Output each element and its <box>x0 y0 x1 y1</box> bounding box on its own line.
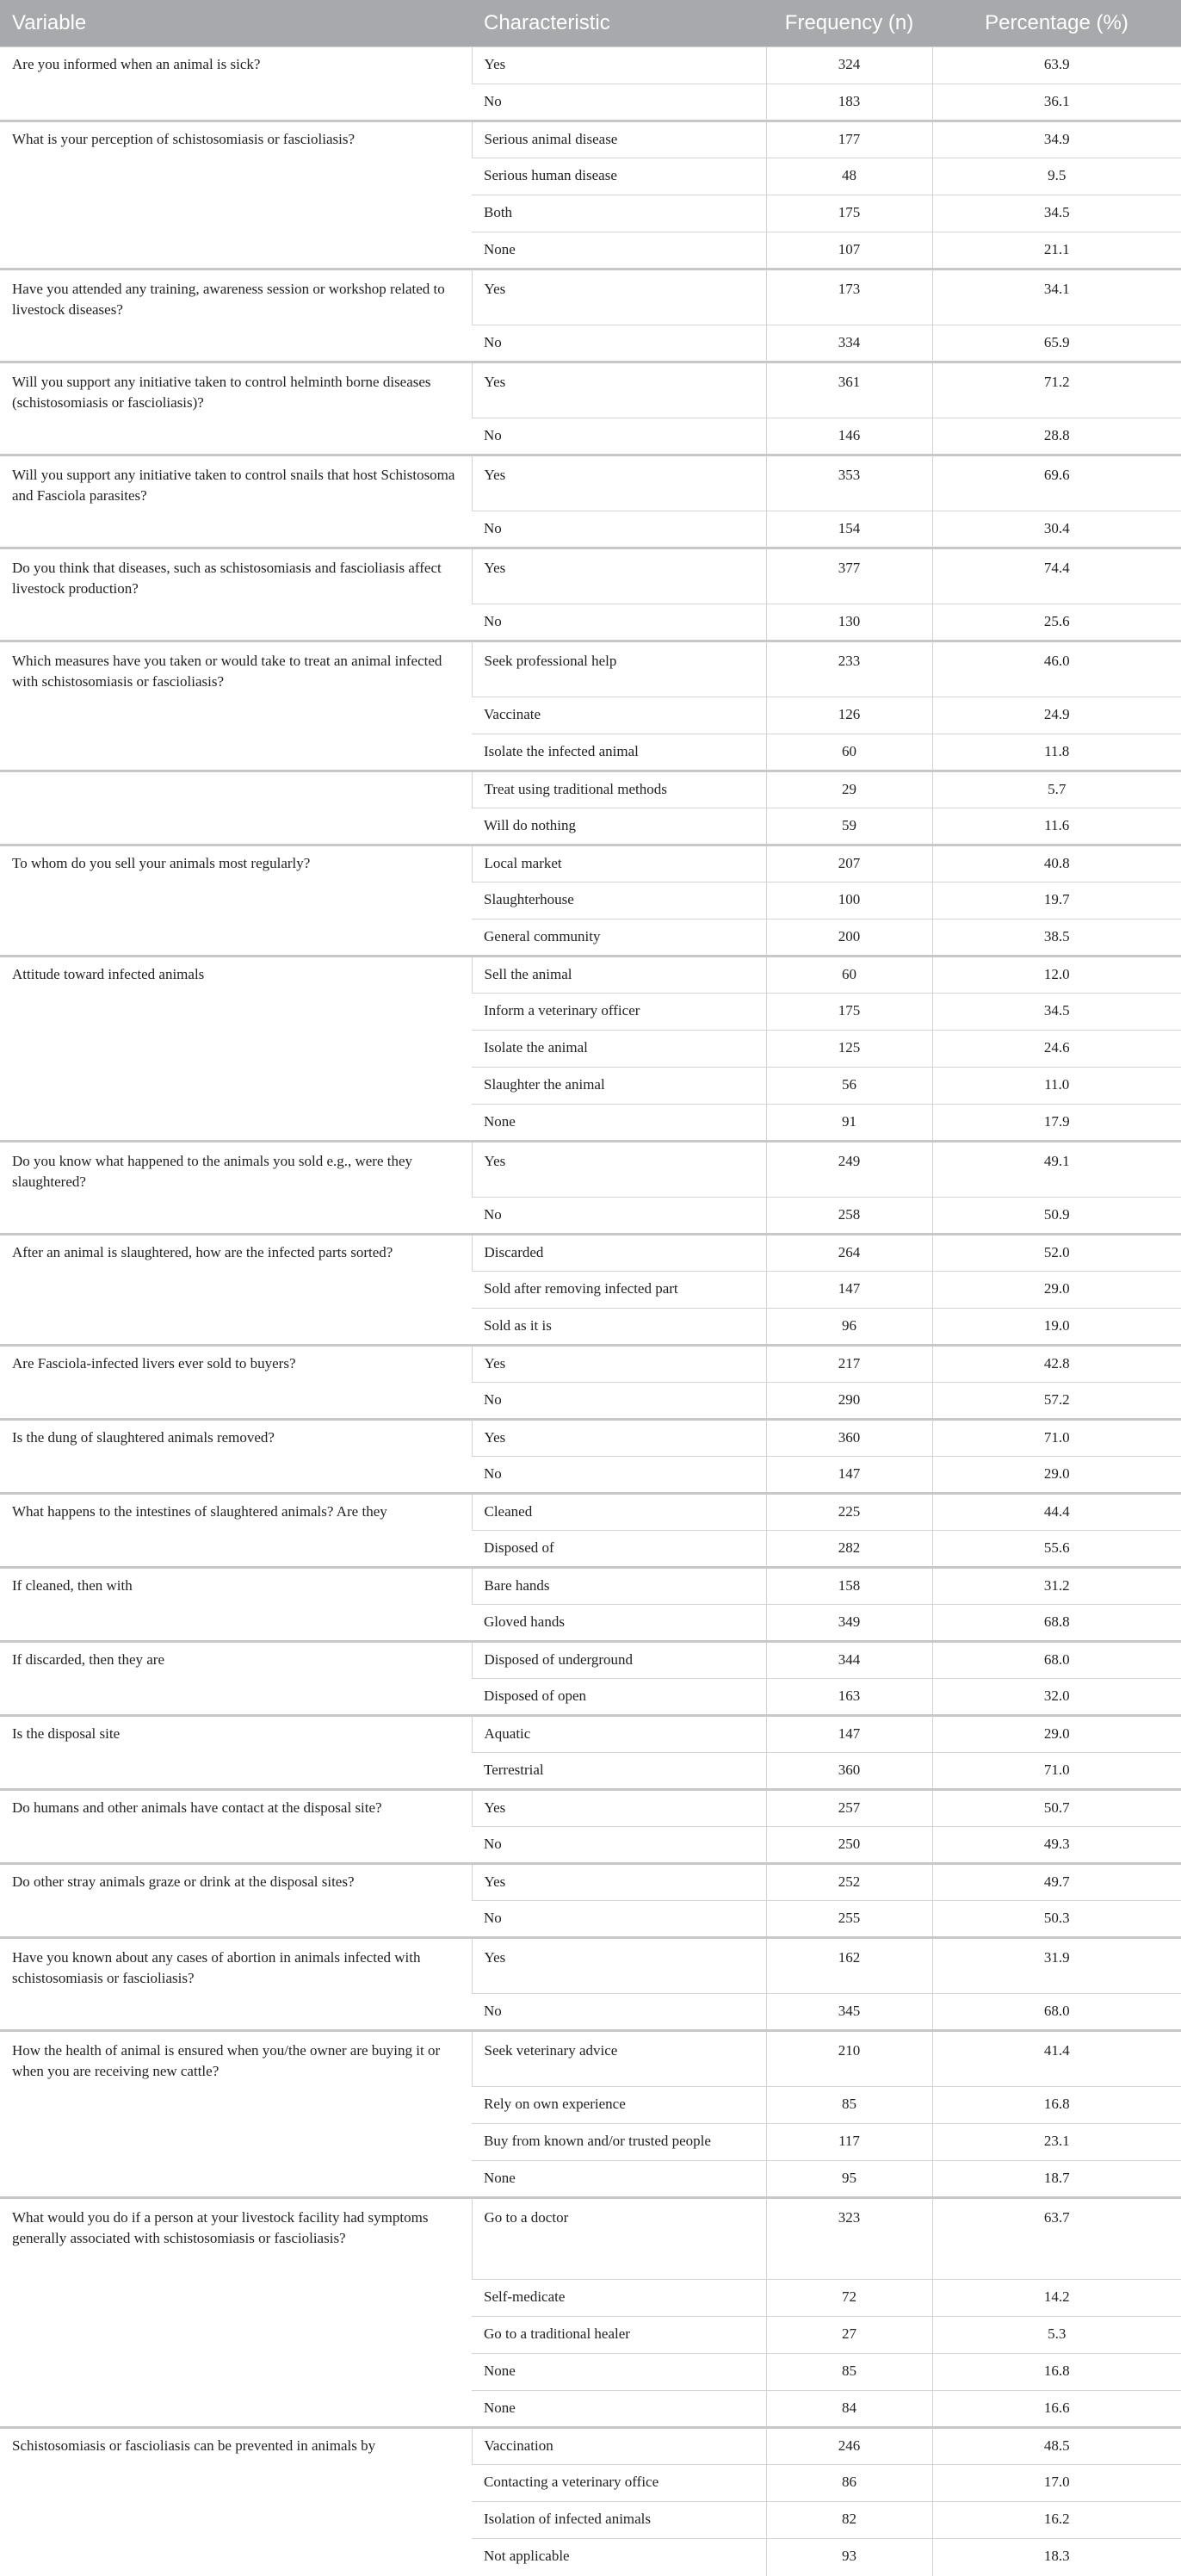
variable-cell: What would you do if a person at your livestock facility had symptoms generally associated with schistosomiasis or fascioliasis? <box>0 2198 472 2428</box>
variable-cell: Have you attended any training, awareness session or workshop related to livestock diseases? <box>0 269 472 362</box>
frequency-cell: 130 <box>766 604 932 641</box>
characteristic-cell: Contacting a veterinary office <box>472 2465 766 2502</box>
characteristic-cell: No <box>472 1827 766 1864</box>
percentage-cell: 28.8 <box>932 418 1181 455</box>
characteristic-cell: Yes <box>472 1790 766 1827</box>
variable-cell: If discarded, then they are <box>0 1642 472 1716</box>
frequency-cell: 147 <box>766 1716 932 1753</box>
table-row <box>0 121 1181 158</box>
frequency-cell: 361 <box>766 362 932 418</box>
frequency-cell: 60 <box>766 957 932 994</box>
characteristic-cell: Sell the animal <box>472 957 766 994</box>
table-row <box>0 1494 1181 1531</box>
variable-cell: Are you informed when an animal is sick? <box>0 47 472 121</box>
characteristic-cell: Self-medicate <box>472 2280 766 2317</box>
percentage-cell: 65.9 <box>932 325 1181 362</box>
percentage-cell: 18.7 <box>932 2161 1181 2198</box>
percentage-cell: 38.5 <box>932 920 1181 957</box>
header-percentage: Percentage (%) <box>932 0 1181 47</box>
percentage-cell: 50.9 <box>932 1198 1181 1235</box>
variable-cell: What happens to the intestines of slaughtered animals? Are they <box>0 1494 472 1568</box>
characteristic-cell: Slaughterhouse <box>472 882 766 920</box>
frequency-cell: 126 <box>766 697 932 734</box>
characteristic-cell: No <box>472 418 766 455</box>
frequency-cell: 360 <box>766 1753 932 1790</box>
header-frequency: Frequency (n) <box>766 0 932 47</box>
frequency-cell: 257 <box>766 1790 932 1827</box>
characteristic-cell: Yes <box>472 1420 766 1457</box>
table-row <box>0 47 1181 84</box>
characteristic-cell: Sold after removing infected part <box>472 1272 766 1309</box>
table-row <box>0 1864 1181 1901</box>
characteristic-cell: Rely on own experience <box>472 2087 766 2124</box>
frequency-cell: 173 <box>766 269 932 325</box>
table-row <box>0 1420 1181 1457</box>
table-row <box>0 1142 1181 1198</box>
characteristic-cell: Isolate the animal <box>472 1031 766 1068</box>
table-row <box>0 641 1181 697</box>
frequency-cell: 255 <box>766 1901 932 1938</box>
characteristic-cell: Isolation of infected animals <box>472 2502 766 2539</box>
percentage-cell: 16.2 <box>932 2502 1181 2539</box>
variable-cell: Which measures have you taken or would take to treat an animal infected with schistosomiasis or fascioliasis? <box>0 641 472 771</box>
frequency-cell: 85 <box>766 2087 932 2124</box>
frequency-cell: 96 <box>766 1309 932 1346</box>
frequency-cell: 360 <box>766 1420 932 1457</box>
frequency-cell: 233 <box>766 641 932 697</box>
percentage-cell: 16.8 <box>932 2354 1181 2391</box>
variable-cell: Have you known about any cases of abortion in animals infected with schistosomiasis or fascioliasis? <box>0 1938 472 2031</box>
percentage-cell: 24.6 <box>932 1031 1181 1068</box>
percentage-cell: 63.9 <box>932 47 1181 84</box>
frequency-cell: 163 <box>766 1679 932 1716</box>
percentage-cell: 71.2 <box>932 362 1181 418</box>
percentage-cell: 63.7 <box>932 2198 1181 2280</box>
characteristic-cell: Treat using traditional methods <box>472 771 766 808</box>
characteristic-cell: Gloved hands <box>472 1605 766 1642</box>
characteristic-cell: Bare hands <box>472 1568 766 1605</box>
variable-cell: To whom do you sell your animals most regularly? <box>0 845 472 957</box>
percentage-cell: 34.5 <box>932 195 1181 232</box>
characteristic-cell: Disposed of open <box>472 1679 766 1716</box>
variable-cell: Is the dung of slaughtered animals removed? <box>0 1420 472 1494</box>
table-row <box>0 2031 1181 2087</box>
variable-cell: How the health of animal is ensured when you/the owner are buying it or when you are receiving new cattle? <box>0 2031 472 2198</box>
frequency-cell: 125 <box>766 1031 932 1068</box>
percentage-cell: 25.6 <box>932 604 1181 641</box>
frequency-cell: 107 <box>766 232 932 269</box>
frequency-cell: 200 <box>766 920 932 957</box>
characteristic-cell: Go to a doctor <box>472 2198 766 2280</box>
characteristic-cell: Disposed of underground <box>472 1642 766 1679</box>
frequency-cell: 252 <box>766 1864 932 1901</box>
percentage-cell: 29.0 <box>932 1272 1181 1309</box>
percentage-cell: 41.4 <box>932 2031 1181 2087</box>
percentage-cell: 34.1 <box>932 269 1181 325</box>
characteristic-cell: Yes <box>472 362 766 418</box>
characteristic-cell: Yes <box>472 1938 766 1994</box>
table-row <box>0 1235 1181 1272</box>
percentage-cell: 16.6 <box>932 2391 1181 2428</box>
frequency-cell: 250 <box>766 1827 932 1864</box>
characteristic-cell: No <box>472 1901 766 1938</box>
frequency-cell: 82 <box>766 2502 932 2539</box>
percentage-cell: 17.9 <box>932 1105 1181 1142</box>
characteristic-cell: Yes <box>472 269 766 325</box>
characteristic-cell: Slaughter the animal <box>472 1068 766 1105</box>
characteristic-cell: Buy from known and/or trusted people <box>472 2124 766 2161</box>
frequency-cell: 349 <box>766 1605 932 1642</box>
percentage-cell: 68.0 <box>932 1994 1181 2031</box>
characteristic-cell: Terrestrial <box>472 1753 766 1790</box>
characteristic-cell: Serious animal disease <box>472 121 766 158</box>
frequency-cell: 264 <box>766 1235 932 1272</box>
table-row <box>0 1790 1181 1827</box>
variable-cell: What is your perception of schistosomiasis or fascioliasis? <box>0 121 472 269</box>
characteristic-cell: Not applicable <box>472 2539 766 2576</box>
characteristic-cell: No <box>472 511 766 548</box>
variable-cell: Schistosomiasis or fascioliasis can be prevented in animals by <box>0 2428 472 2576</box>
percentage-cell: 12.0 <box>932 957 1181 994</box>
characteristic-cell: None <box>472 2354 766 2391</box>
characteristic-cell: Vaccinate <box>472 697 766 734</box>
frequency-cell: 246 <box>766 2428 932 2465</box>
percentage-cell: 68.8 <box>932 1605 1181 1642</box>
percentage-cell: 17.0 <box>932 2465 1181 2502</box>
frequency-cell: 91 <box>766 1105 932 1142</box>
variable-cell <box>0 771 472 845</box>
table-row <box>0 1716 1181 1753</box>
frequency-cell: 59 <box>766 808 932 845</box>
frequency-cell: 258 <box>766 1198 932 1235</box>
table-body <box>0 47 1181 2576</box>
table-row <box>0 2428 1181 2465</box>
characteristic-cell: No <box>472 604 766 641</box>
characteristic-cell: Both <box>472 195 766 232</box>
frequency-cell: 353 <box>766 455 932 511</box>
characteristic-cell: None <box>472 1105 766 1142</box>
percentage-cell: 23.1 <box>932 2124 1181 2161</box>
variable-cell: Will you support any initiative taken to control helminth borne diseases (schistosomiasis or fascioliasis)? <box>0 362 472 455</box>
characteristic-cell: No <box>472 84 766 121</box>
percentage-cell: 31.2 <box>932 1568 1181 1605</box>
percentage-cell: 49.7 <box>932 1864 1181 1901</box>
percentage-cell: 11.6 <box>932 808 1181 845</box>
characteristic-cell: Isolate the infected animal <box>472 734 766 771</box>
percentage-cell: 42.8 <box>932 1346 1181 1383</box>
frequency-cell: 345 <box>766 1994 932 2031</box>
table-row <box>0 957 1181 994</box>
variable-cell: Do humans and other animals have contact at the disposal site? <box>0 1790 472 1864</box>
frequency-cell: 249 <box>766 1142 932 1198</box>
header-characteristic: Characteristic <box>472 0 766 47</box>
percentage-cell: 29.0 <box>932 1716 1181 1753</box>
frequency-cell: 154 <box>766 511 932 548</box>
characteristic-cell: Disposed of <box>472 1531 766 1568</box>
percentage-cell: 14.2 <box>932 2280 1181 2317</box>
characteristic-cell: Seek veterinary advice <box>472 2031 766 2087</box>
header-row <box>0 0 1181 47</box>
characteristic-cell: Yes <box>472 455 766 511</box>
characteristic-cell: Sold as it is <box>472 1309 766 1346</box>
frequency-cell: 324 <box>766 47 932 84</box>
characteristic-cell: Discarded <box>472 1235 766 1272</box>
frequency-cell: 29 <box>766 771 932 808</box>
frequency-cell: 48 <box>766 158 932 195</box>
characteristic-cell: Local market <box>472 845 766 882</box>
frequency-cell: 225 <box>766 1494 932 1531</box>
characteristic-cell: Cleaned <box>472 1494 766 1531</box>
percentage-cell: 29.0 <box>932 1457 1181 1494</box>
frequency-cell: 56 <box>766 1068 932 1105</box>
frequency-cell: 210 <box>766 2031 932 2087</box>
table-row <box>0 1568 1181 1605</box>
frequency-cell: 175 <box>766 994 932 1031</box>
percentage-cell: 19.7 <box>932 882 1181 920</box>
characteristic-cell: No <box>472 325 766 362</box>
frequency-cell: 207 <box>766 845 932 882</box>
characteristic-cell: Yes <box>472 1142 766 1198</box>
variable-cell: Is the disposal site <box>0 1716 472 1790</box>
characteristic-cell: Yes <box>472 1346 766 1383</box>
characteristic-cell: Go to a traditional healer <box>472 2317 766 2354</box>
variable-cell: Attitude toward infected animals <box>0 957 472 1142</box>
frequency-cell: 175 <box>766 195 932 232</box>
characteristic-cell: No <box>472 1198 766 1235</box>
characteristic-cell: General community <box>472 920 766 957</box>
percentage-cell: 32.0 <box>932 1679 1181 1716</box>
frequency-cell: 323 <box>766 2198 932 2280</box>
percentage-cell: 11.0 <box>932 1068 1181 1105</box>
variable-cell: Are Fasciola-infected livers ever sold to buyers? <box>0 1346 472 1420</box>
characteristic-cell: Seek professional help <box>472 641 766 697</box>
frequency-cell: 85 <box>766 2354 932 2391</box>
frequency-cell: 95 <box>766 2161 932 2198</box>
frequency-cell: 84 <box>766 2391 932 2428</box>
characteristic-cell: None <box>472 2391 766 2428</box>
percentage-cell: 52.0 <box>932 1235 1181 1272</box>
variable-cell: After an animal is slaughtered, how are the infected parts sorted? <box>0 1235 472 1346</box>
variable-cell: Will you support any initiative taken to control snails that host Schistosoma and Fasciola parasites? <box>0 455 472 548</box>
variable-cell: Do other stray animals graze or drink at the disposal sites? <box>0 1864 472 1938</box>
percentage-cell: 50.7 <box>932 1790 1181 1827</box>
characteristic-cell: Yes <box>472 1864 766 1901</box>
characteristic-cell: Will do nothing <box>472 808 766 845</box>
table-row <box>0 1346 1181 1383</box>
frequency-cell: 117 <box>766 2124 932 2161</box>
percentage-cell: 36.1 <box>932 84 1181 121</box>
percentage-cell: 34.5 <box>932 994 1181 1031</box>
characteristic-cell: No <box>472 1383 766 1420</box>
frequency-cell: 147 <box>766 1457 932 1494</box>
percentage-cell: 24.9 <box>932 697 1181 734</box>
percentage-cell: 74.4 <box>932 548 1181 604</box>
percentage-cell: 34.9 <box>932 121 1181 158</box>
variable-cell: If cleaned, then with <box>0 1568 472 1642</box>
percentage-cell: 49.1 <box>932 1142 1181 1198</box>
percentage-cell: 11.8 <box>932 734 1181 771</box>
characteristic-cell: Serious human disease <box>472 158 766 195</box>
table-row <box>0 2198 1181 2280</box>
characteristic-cell: Yes <box>472 47 766 84</box>
frequency-cell: 177 <box>766 121 932 158</box>
variable-cell: Do you think that diseases, such as schistosomiasis and fascioliasis affect livestock production? <box>0 548 472 641</box>
frequency-cell: 334 <box>766 325 932 362</box>
frequency-cell: 147 <box>766 1272 932 1309</box>
percentage-cell: 30.4 <box>932 511 1181 548</box>
frequency-cell: 100 <box>766 882 932 920</box>
frequency-cell: 72 <box>766 2280 932 2317</box>
percentage-cell: 57.2 <box>932 1383 1181 1420</box>
percentage-cell: 9.5 <box>932 158 1181 195</box>
characteristic-cell: None <box>472 232 766 269</box>
characteristic-cell: No <box>472 1457 766 1494</box>
table-row <box>0 1642 1181 1679</box>
frequency-cell: 162 <box>766 1938 932 1994</box>
characteristic-cell: None <box>472 2161 766 2198</box>
percentage-cell: 71.0 <box>932 1420 1181 1457</box>
percentage-cell: 16.8 <box>932 2087 1181 2124</box>
percentage-cell: 19.0 <box>932 1309 1181 1346</box>
characteristic-cell: Vaccination <box>472 2428 766 2465</box>
frequency-cell: 290 <box>766 1383 932 1420</box>
frequency-cell: 146 <box>766 418 932 455</box>
percentage-cell: 50.3 <box>932 1901 1181 1938</box>
percentage-cell: 71.0 <box>932 1753 1181 1790</box>
table-row <box>0 771 1181 808</box>
frequency-cell: 86 <box>766 2465 932 2502</box>
characteristic-cell: Inform a veterinary officer <box>472 994 766 1031</box>
header-variable: Variable <box>0 0 472 47</box>
frequency-cell: 93 <box>766 2539 932 2576</box>
percentage-cell: 68.0 <box>932 1642 1181 1679</box>
variable-cell: Do you know what happened to the animals you sold e.g., were they slaughtered? <box>0 1142 472 1235</box>
table-row <box>0 548 1181 604</box>
table-row <box>0 455 1181 511</box>
percentage-cell: 40.8 <box>932 845 1181 882</box>
frequency-cell: 183 <box>766 84 932 121</box>
frequency-cell: 158 <box>766 1568 932 1605</box>
table-row <box>0 269 1181 325</box>
characteristic-cell: No <box>472 1994 766 2031</box>
percentage-cell: 31.9 <box>932 1938 1181 1994</box>
frequency-cell: 60 <box>766 734 932 771</box>
percentage-cell: 5.7 <box>932 771 1181 808</box>
table-row <box>0 362 1181 418</box>
table-row <box>0 1938 1181 1994</box>
characteristic-cell: Yes <box>472 548 766 604</box>
percentage-cell: 21.1 <box>932 232 1181 269</box>
frequency-cell: 344 <box>766 1642 932 1679</box>
characteristic-cell: Aquatic <box>472 1716 766 1753</box>
percentage-cell: 5.3 <box>932 2317 1181 2354</box>
table-row <box>0 845 1181 882</box>
frequency-cell: 377 <box>766 548 932 604</box>
percentage-cell: 49.3 <box>932 1827 1181 1864</box>
percentage-cell: 44.4 <box>932 1494 1181 1531</box>
frequency-cell: 27 <box>766 2317 932 2354</box>
percentage-cell: 18.3 <box>932 2539 1181 2576</box>
percentage-cell: 55.6 <box>932 1531 1181 1568</box>
percentage-cell: 69.6 <box>932 455 1181 511</box>
percentage-cell: 46.0 <box>932 641 1181 697</box>
frequency-cell: 217 <box>766 1346 932 1383</box>
percentage-cell: 48.5 <box>932 2428 1181 2465</box>
frequency-cell: 282 <box>766 1531 932 1568</box>
